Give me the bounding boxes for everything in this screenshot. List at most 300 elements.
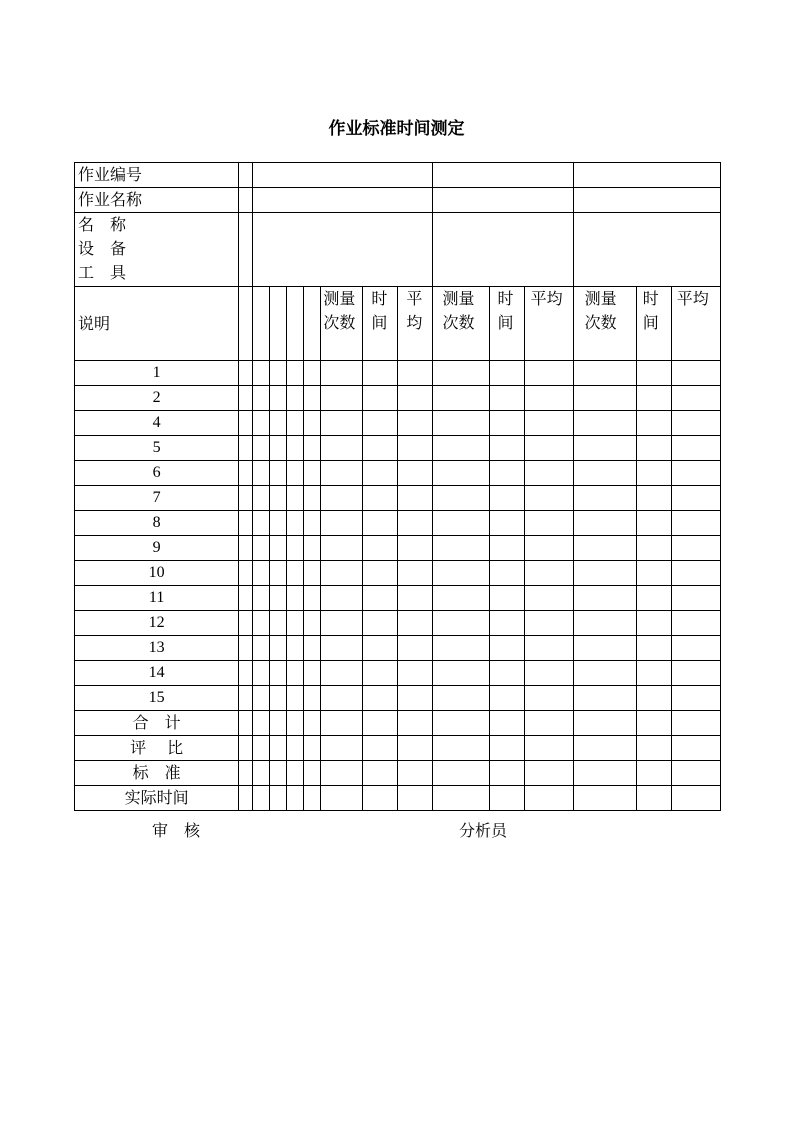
data-cell[interactable] <box>287 561 304 586</box>
data-cell[interactable] <box>304 561 321 586</box>
data-cell[interactable] <box>489 736 524 761</box>
data-cell[interactable] <box>270 586 287 611</box>
data-cell[interactable] <box>253 786 270 811</box>
data-cell[interactable] <box>398 786 433 811</box>
description-label: 说明 <box>75 287 239 361</box>
data-cell[interactable] <box>270 711 287 736</box>
data-cell[interactable] <box>253 611 270 636</box>
data-cell[interactable] <box>489 786 524 811</box>
data-cell[interactable] <box>363 786 398 811</box>
data-cell[interactable] <box>363 611 398 636</box>
time-header-line2: 间 <box>497 313 514 332</box>
data-cell[interactable] <box>489 561 524 586</box>
data-cell[interactable] <box>671 786 720 811</box>
data-cell[interactable] <box>489 761 524 786</box>
data-cell[interactable] <box>573 436 636 461</box>
data-cell[interactable] <box>524 436 573 461</box>
data-cell[interactable] <box>398 711 433 736</box>
data-cell[interactable] <box>671 636 720 661</box>
data-cell[interactable] <box>433 511 489 536</box>
data-cell[interactable] <box>573 711 636 736</box>
count-header-line2: 次数 <box>323 313 356 332</box>
data-cell[interactable] <box>287 536 304 561</box>
table-row <box>75 461 721 486</box>
analyst-label: 分析员 <box>459 821 508 840</box>
data-cell[interactable] <box>253 686 270 711</box>
data-cell[interactable] <box>524 536 573 561</box>
data-cell[interactable] <box>287 761 304 786</box>
table-row <box>75 761 721 786</box>
data-cell[interactable] <box>573 486 636 511</box>
data-cell[interactable] <box>270 611 287 636</box>
data-cell[interactable] <box>287 411 304 436</box>
data-cell[interactable] <box>433 411 489 436</box>
data-cell[interactable] <box>287 436 304 461</box>
data-cell[interactable] <box>253 436 270 461</box>
data-cell[interactable] <box>433 536 489 561</box>
data-cell[interactable] <box>287 361 304 386</box>
job-code-cell-a[interactable] <box>253 163 433 188</box>
table-row <box>75 686 721 711</box>
data-cell[interactable] <box>363 486 398 511</box>
data-cell[interactable] <box>398 511 433 536</box>
data-cell[interactable] <box>398 686 433 711</box>
job-name-marker-cell[interactable] <box>239 188 253 213</box>
data-cell[interactable] <box>671 361 720 386</box>
time-header-1 <box>363 287 398 361</box>
data-cell[interactable] <box>287 511 304 536</box>
data-cell[interactable] <box>363 361 398 386</box>
data-cell[interactable] <box>398 361 433 386</box>
data-cell[interactable] <box>671 436 720 461</box>
data-cell[interactable] <box>239 711 253 736</box>
data-cell[interactable] <box>304 661 321 686</box>
data-cell[interactable] <box>636 636 671 661</box>
data-cell[interactable] <box>363 561 398 586</box>
data-cell[interactable] <box>270 386 287 411</box>
data-cell[interactable] <box>573 561 636 586</box>
data-cell[interactable] <box>253 661 270 686</box>
data-cell[interactable] <box>239 661 253 686</box>
data-cell[interactable] <box>671 586 720 611</box>
data-cell[interactable] <box>573 761 636 786</box>
data-cell[interactable] <box>524 611 573 636</box>
data-cell[interactable] <box>304 386 321 411</box>
data-cell[interactable] <box>239 411 253 436</box>
data-cell[interactable] <box>489 461 524 486</box>
data-cell[interactable] <box>304 736 321 761</box>
data-cell[interactable] <box>398 411 433 436</box>
data-cell[interactable] <box>671 736 720 761</box>
data-cell[interactable] <box>489 411 524 436</box>
data-cell[interactable] <box>433 711 489 736</box>
data-cell[interactable] <box>270 636 287 661</box>
data-cell[interactable] <box>636 611 671 636</box>
data-cell[interactable] <box>304 711 321 736</box>
data-cell[interactable] <box>489 436 524 461</box>
data-cell[interactable] <box>433 386 489 411</box>
data-cell[interactable] <box>363 661 398 686</box>
data-cell[interactable] <box>304 686 321 711</box>
page-title: 作业标准时间测定 <box>328 119 465 139</box>
data-cell[interactable] <box>239 761 253 786</box>
data-cell[interactable] <box>304 436 321 461</box>
table-row <box>75 386 721 411</box>
data-cell[interactable] <box>671 461 720 486</box>
data-cell[interactable] <box>321 361 363 386</box>
count-header-line2: 次数 <box>584 313 617 332</box>
data-cell[interactable] <box>489 611 524 636</box>
data-cell[interactable] <box>433 686 489 711</box>
data-cell[interactable] <box>433 736 489 761</box>
data-cell[interactable] <box>433 461 489 486</box>
data-cell[interactable] <box>321 461 363 486</box>
data-cell[interactable] <box>524 561 573 586</box>
data-cell[interactable] <box>433 486 489 511</box>
data-cell[interactable] <box>239 436 253 461</box>
data-cell[interactable] <box>398 561 433 586</box>
data-cell[interactable] <box>671 761 720 786</box>
data-cell[interactable] <box>287 611 304 636</box>
data-cell[interactable] <box>321 586 363 611</box>
data-cell[interactable] <box>239 361 253 386</box>
data-cell[interactable] <box>321 611 363 636</box>
data-cell[interactable] <box>524 411 573 436</box>
data-cell[interactable] <box>636 661 671 686</box>
data-cell[interactable] <box>270 461 287 486</box>
data-cell[interactable] <box>239 561 253 586</box>
job-name-cell-a[interactable] <box>253 188 433 213</box>
data-cell[interactable] <box>671 711 720 736</box>
data-cell[interactable] <box>321 486 363 511</box>
data-cell[interactable] <box>489 586 524 611</box>
count-header-line2: 次数 <box>442 313 475 332</box>
data-cell[interactable] <box>398 611 433 636</box>
data-cell[interactable] <box>270 661 287 686</box>
row-label: 12 <box>75 611 239 636</box>
data-cell[interactable] <box>573 786 636 811</box>
data-cell[interactable] <box>524 361 573 386</box>
data-cell[interactable] <box>253 361 270 386</box>
data-cell[interactable] <box>363 736 398 761</box>
data-cell[interactable] <box>321 736 363 761</box>
table-row <box>75 711 721 736</box>
data-cell[interactable] <box>287 386 304 411</box>
equipment-cell-c[interactable] <box>573 213 720 287</box>
avg-header-text: 平均 <box>676 289 709 308</box>
data-cell[interactable] <box>239 586 253 611</box>
table-row <box>75 536 721 561</box>
data-cell[interactable] <box>433 586 489 611</box>
data-cell[interactable] <box>270 786 287 811</box>
data-cell[interactable] <box>304 486 321 511</box>
data-cell[interactable] <box>253 561 270 586</box>
data-cell[interactable] <box>433 636 489 661</box>
data-cell[interactable] <box>304 536 321 561</box>
equipment-marker-cell[interactable] <box>239 213 253 287</box>
table-row <box>75 436 721 461</box>
data-cell[interactable] <box>304 786 321 811</box>
data-cell[interactable] <box>636 361 671 386</box>
data-cell[interactable] <box>573 636 636 661</box>
data-cell[interactable] <box>363 636 398 661</box>
data-cell[interactable] <box>524 786 573 811</box>
data-cell[interactable] <box>321 786 363 811</box>
data-cell[interactable] <box>573 511 636 536</box>
job-code-cell-c[interactable] <box>573 163 720 188</box>
data-cell[interactable] <box>239 486 253 511</box>
data-cell[interactable] <box>363 536 398 561</box>
data-cell[interactable] <box>287 661 304 686</box>
data-cell[interactable] <box>304 361 321 386</box>
data-cell[interactable] <box>489 536 524 561</box>
data-cell[interactable] <box>636 736 671 761</box>
data-cell[interactable] <box>636 561 671 586</box>
data-cell[interactable] <box>636 686 671 711</box>
data-cell[interactable] <box>489 661 524 686</box>
data-cell[interactable] <box>398 736 433 761</box>
data-cell[interactable] <box>398 436 433 461</box>
data-cell[interactable] <box>573 536 636 561</box>
data-cell[interactable] <box>287 711 304 736</box>
data-cell[interactable] <box>671 386 720 411</box>
data-cell[interactable] <box>524 386 573 411</box>
data-cell[interactable] <box>363 436 398 461</box>
data-cell[interactable] <box>489 636 524 661</box>
data-cell[interactable] <box>524 686 573 711</box>
data-cell[interactable] <box>270 686 287 711</box>
data-cell[interactable] <box>321 636 363 661</box>
data-cell[interactable] <box>363 711 398 736</box>
data-cell[interactable] <box>573 411 636 436</box>
time-study-table <box>74 162 721 811</box>
data-cell[interactable] <box>489 361 524 386</box>
data-cell[interactable] <box>270 761 287 786</box>
data-cell[interactable] <box>524 736 573 761</box>
data-cell[interactable] <box>636 711 671 736</box>
data-cell[interactable] <box>671 686 720 711</box>
data-cell[interactable] <box>239 536 253 561</box>
count-header-1 <box>321 287 363 361</box>
data-cell[interactable] <box>363 386 398 411</box>
data-cell[interactable] <box>363 511 398 536</box>
data-cell[interactable] <box>398 461 433 486</box>
data-cell[interactable] <box>671 411 720 436</box>
data-cell[interactable] <box>524 661 573 686</box>
data-cell[interactable] <box>398 761 433 786</box>
data-cell[interactable] <box>398 586 433 611</box>
table-row <box>75 511 721 536</box>
data-cell[interactable] <box>524 511 573 536</box>
data-cell[interactable] <box>270 361 287 386</box>
review-label: 审 核 <box>152 821 201 840</box>
data-cell[interactable] <box>304 611 321 636</box>
data-cell[interactable] <box>671 511 720 536</box>
data-cell[interactable] <box>253 536 270 561</box>
job-name-cell-b[interactable] <box>433 188 573 213</box>
data-cell[interactable] <box>363 586 398 611</box>
job-code-cell-b[interactable] <box>433 163 573 188</box>
job-code-marker-cell[interactable] <box>239 163 253 188</box>
data-cell[interactable] <box>398 636 433 661</box>
data-cell[interactable] <box>287 461 304 486</box>
data-cell[interactable] <box>270 736 287 761</box>
data-cell[interactable] <box>524 486 573 511</box>
data-cell[interactable] <box>321 436 363 461</box>
header-blank-4 <box>287 287 304 361</box>
data-cell[interactable] <box>433 436 489 461</box>
data-cell[interactable] <box>433 661 489 686</box>
data-cell[interactable] <box>253 636 270 661</box>
data-cell[interactable] <box>304 461 321 486</box>
data-cell[interactable] <box>433 561 489 586</box>
data-cell[interactable] <box>239 786 253 811</box>
data-cell[interactable] <box>573 736 636 761</box>
data-cell[interactable] <box>270 511 287 536</box>
data-cell[interactable] <box>524 761 573 786</box>
data-cell[interactable] <box>239 636 253 661</box>
data-cell[interactable] <box>398 386 433 411</box>
data-cell[interactable] <box>489 386 524 411</box>
data-cell[interactable] <box>573 386 636 411</box>
data-cell[interactable] <box>270 436 287 461</box>
data-cell[interactable] <box>321 411 363 436</box>
data-cell[interactable] <box>321 386 363 411</box>
data-cell[interactable] <box>321 536 363 561</box>
data-cell[interactable] <box>321 511 363 536</box>
row-label: 2 <box>75 386 239 411</box>
data-cell[interactable] <box>321 661 363 686</box>
data-cell[interactable] <box>253 386 270 411</box>
data-cell[interactable] <box>321 561 363 586</box>
data-cell[interactable] <box>239 736 253 761</box>
data-cell[interactable] <box>287 586 304 611</box>
data-cell[interactable] <box>287 786 304 811</box>
equipment-label: 设 备 <box>78 239 127 258</box>
data-cell[interactable] <box>321 711 363 736</box>
data-cell[interactable] <box>433 761 489 786</box>
table-row <box>75 586 721 611</box>
data-cell[interactable] <box>671 486 720 511</box>
data-cell[interactable] <box>433 361 489 386</box>
data-cell[interactable] <box>671 661 720 686</box>
data-cell[interactable] <box>253 511 270 536</box>
data-cell[interactable] <box>270 486 287 511</box>
avg-header-1 <box>398 287 433 361</box>
data-cell[interactable] <box>253 711 270 736</box>
data-cell[interactable] <box>304 761 321 786</box>
data-cell[interactable] <box>304 586 321 611</box>
data-cell[interactable] <box>573 361 636 386</box>
data-cell[interactable] <box>321 761 363 786</box>
data-cell[interactable] <box>239 686 253 711</box>
data-cell[interactable] <box>287 636 304 661</box>
data-cell[interactable] <box>573 661 636 686</box>
data-cell[interactable] <box>239 386 253 411</box>
data-cell[interactable] <box>636 536 671 561</box>
equipment-labels <box>75 213 239 287</box>
data-cell[interactable] <box>636 511 671 536</box>
data-cell[interactable] <box>287 736 304 761</box>
data-cell[interactable] <box>239 511 253 536</box>
data-cell[interactable] <box>573 461 636 486</box>
data-cell[interactable] <box>524 461 573 486</box>
data-cell[interactable] <box>636 386 671 411</box>
data-cell[interactable] <box>524 711 573 736</box>
data-cell[interactable] <box>287 486 304 511</box>
data-cell[interactable] <box>489 486 524 511</box>
data-cell[interactable] <box>253 586 270 611</box>
data-cell[interactable] <box>489 511 524 536</box>
data-cell[interactable] <box>636 786 671 811</box>
data-cell[interactable] <box>239 611 253 636</box>
data-cell[interactable] <box>304 511 321 536</box>
data-cell[interactable] <box>636 436 671 461</box>
data-cell[interactable] <box>253 761 270 786</box>
count-header-line1: 测量 <box>323 289 356 308</box>
data-cell[interactable] <box>304 636 321 661</box>
table-row <box>75 561 721 586</box>
data-cell[interactable] <box>433 611 489 636</box>
data-cell[interactable] <box>363 761 398 786</box>
data-cell[interactable] <box>433 786 489 811</box>
data-cell[interactable] <box>304 411 321 436</box>
data-cell[interactable] <box>253 736 270 761</box>
equipment-cell-a[interactable] <box>253 213 433 287</box>
job-name-cell-c[interactable] <box>573 188 720 213</box>
row-label: 8 <box>75 511 239 536</box>
data-cell[interactable] <box>398 486 433 511</box>
equipment-cell-b[interactable] <box>433 213 573 287</box>
data-cell[interactable] <box>398 536 433 561</box>
table-row <box>75 411 721 436</box>
data-cell[interactable] <box>363 461 398 486</box>
data-cell[interactable] <box>636 411 671 436</box>
data-cell[interactable] <box>489 711 524 736</box>
data-cell[interactable] <box>573 686 636 711</box>
data-cell[interactable] <box>636 461 671 486</box>
data-cell[interactable] <box>524 636 573 661</box>
job-name-row <box>75 188 721 213</box>
data-cell[interactable] <box>363 686 398 711</box>
data-cell[interactable] <box>270 411 287 436</box>
header-blank-5 <box>304 287 321 361</box>
data-cell[interactable] <box>363 411 398 436</box>
avg-header-3 <box>671 287 720 361</box>
data-cell[interactable] <box>636 586 671 611</box>
data-cell[interactable] <box>524 586 573 611</box>
column-header-row <box>75 287 721 361</box>
data-cell[interactable] <box>253 411 270 436</box>
data-cell[interactable] <box>671 536 720 561</box>
data-cell[interactable] <box>671 561 720 586</box>
data-cell[interactable] <box>239 461 253 486</box>
data-cell[interactable] <box>671 611 720 636</box>
data-cell[interactable] <box>489 686 524 711</box>
data-cell[interactable] <box>270 536 287 561</box>
data-cell[interactable] <box>253 486 270 511</box>
data-cell[interactable] <box>321 686 363 711</box>
data-cell[interactable] <box>287 686 304 711</box>
data-cell[interactable] <box>398 661 433 686</box>
row-label: 实际时间 <box>75 786 239 811</box>
data-cell[interactable] <box>573 586 636 611</box>
data-cell[interactable] <box>270 561 287 586</box>
data-cell[interactable] <box>636 761 671 786</box>
data-cell[interactable] <box>636 486 671 511</box>
data-cell[interactable] <box>253 461 270 486</box>
data-cell[interactable] <box>573 611 636 636</box>
